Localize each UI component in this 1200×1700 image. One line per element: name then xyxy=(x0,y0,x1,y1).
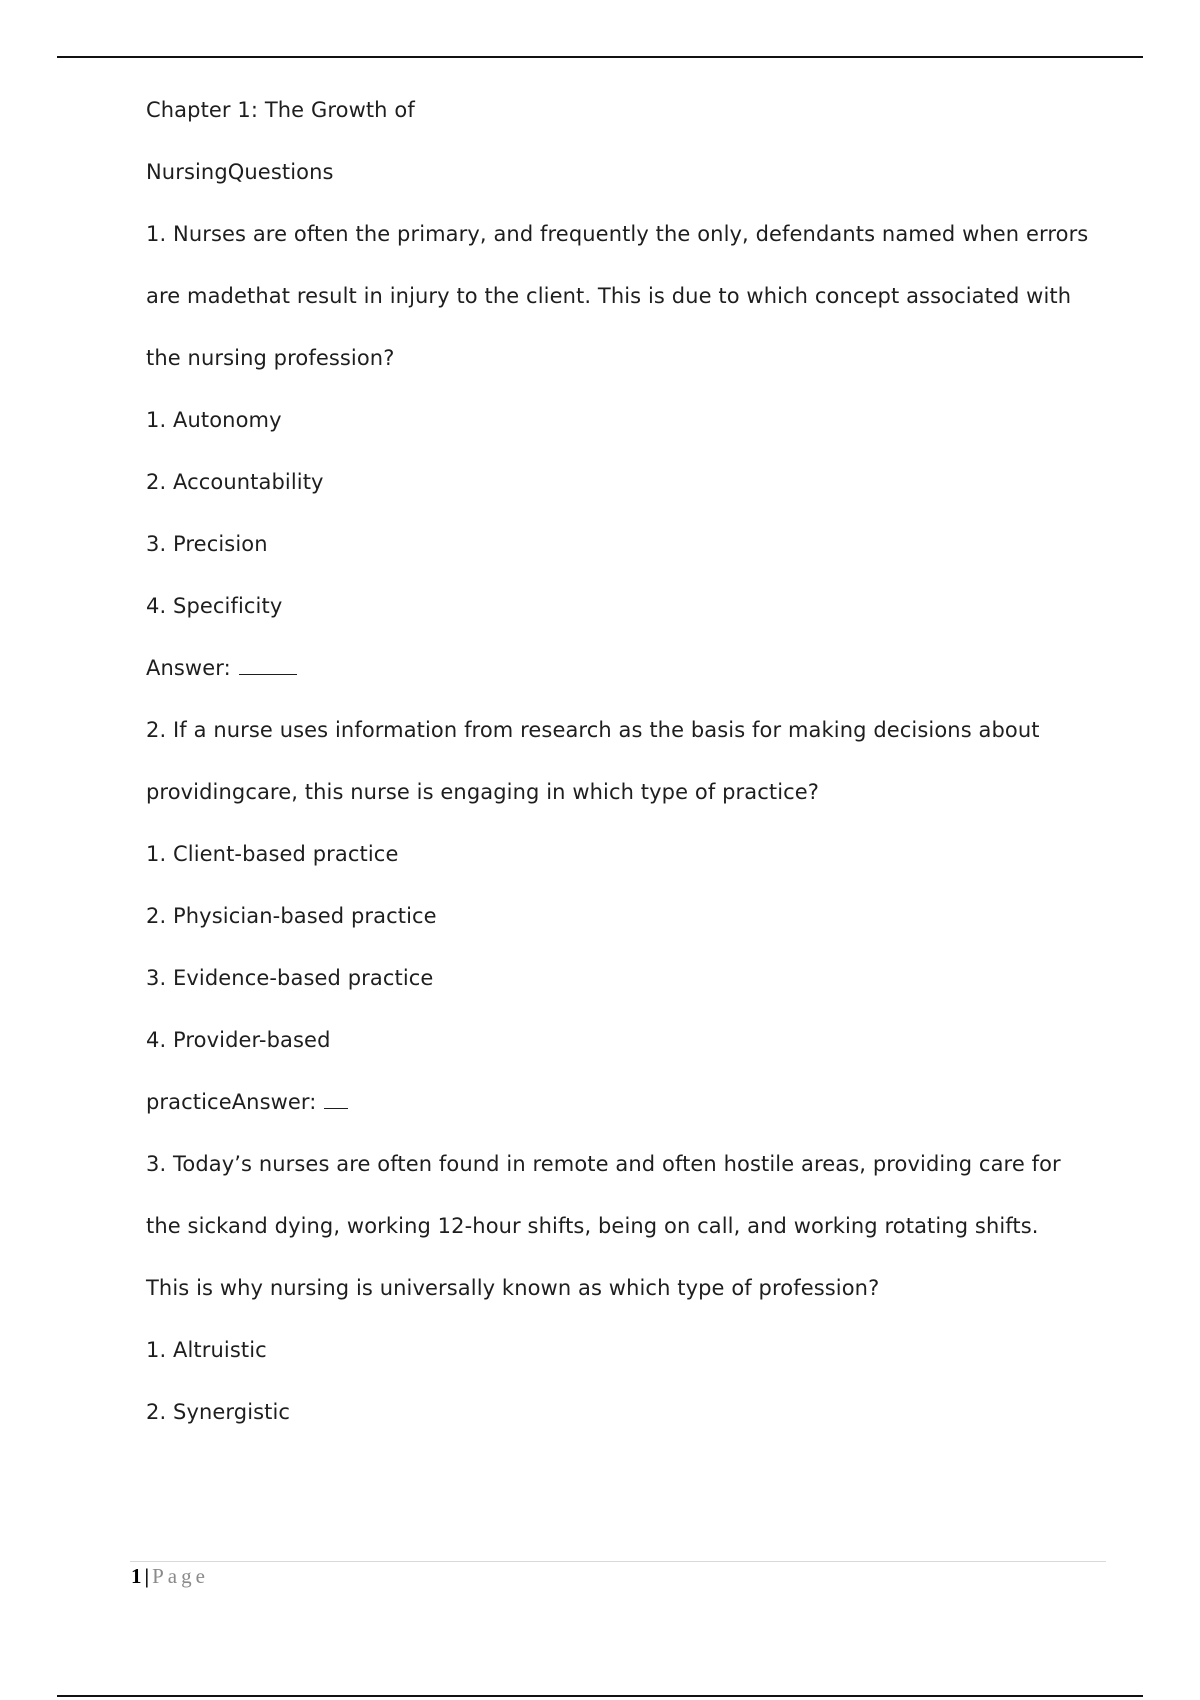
answer-label: Answer: xyxy=(146,656,231,680)
page-footer xyxy=(131,1563,209,1589)
question-2-answer-line xyxy=(146,1079,1106,1141)
question-2-option: 2. Physician-based practice xyxy=(146,904,437,928)
question-2-option: 1. Client-based practice xyxy=(146,842,399,866)
bottom-rule xyxy=(57,1695,1143,1697)
question-1-option: 2. Accountability xyxy=(146,470,324,494)
question-3-text: 3. Today’s nurses are often found in remote and often hostile areas, providing care for xyxy=(146,1152,1061,1176)
page-number: 1 xyxy=(131,1564,142,1588)
answer-label: practiceAnswer: xyxy=(146,1090,317,1114)
question-2-text: 2. If a nurse uses information from research as the basis for making decisions about xyxy=(146,718,1040,742)
question-3-text: the sickand dying, working 12-hour shifts, being on call, and working rotating shifts. xyxy=(146,1214,1039,1238)
question-1-text: are madethat result in injury to the client. This is due to which concept associated with xyxy=(146,284,1072,308)
header-rule xyxy=(57,56,1143,58)
chapter-title-line-2: NursingQuestions xyxy=(146,160,334,184)
question-2-option: 4. Provider-based xyxy=(146,1028,331,1052)
document-body xyxy=(146,87,1106,1451)
question-3-option: 1. Altruistic xyxy=(146,1338,267,1362)
answer-blank xyxy=(239,656,297,675)
answer-blank xyxy=(324,1090,348,1109)
question-1-answer-line xyxy=(146,645,1106,707)
question-1-option: 1. Autonomy xyxy=(146,408,282,432)
footer-rule xyxy=(130,1561,1106,1562)
page-label: Page xyxy=(152,1564,209,1588)
footer-separator: | xyxy=(144,1564,150,1588)
question-3-option: 2. Synergistic xyxy=(146,1400,291,1424)
question-1-text: 1. Nurses are often the primary, and frequently the only, defendants named when errors xyxy=(146,222,1089,246)
chapter-title-line-1: Chapter 1: The Growth of xyxy=(146,98,415,122)
question-2-option: 3. Evidence-based practice xyxy=(146,966,434,990)
question-3-text: This is why nursing is universally known as which type of profession? xyxy=(146,1276,880,1300)
question-1-option: 4. Specificity xyxy=(146,594,283,618)
question-1-option: 3. Precision xyxy=(146,532,268,556)
question-1-text: the nursing profession? xyxy=(146,346,395,370)
question-2-text: providingcare, this nurse is engaging in which type of practice? xyxy=(146,780,820,804)
